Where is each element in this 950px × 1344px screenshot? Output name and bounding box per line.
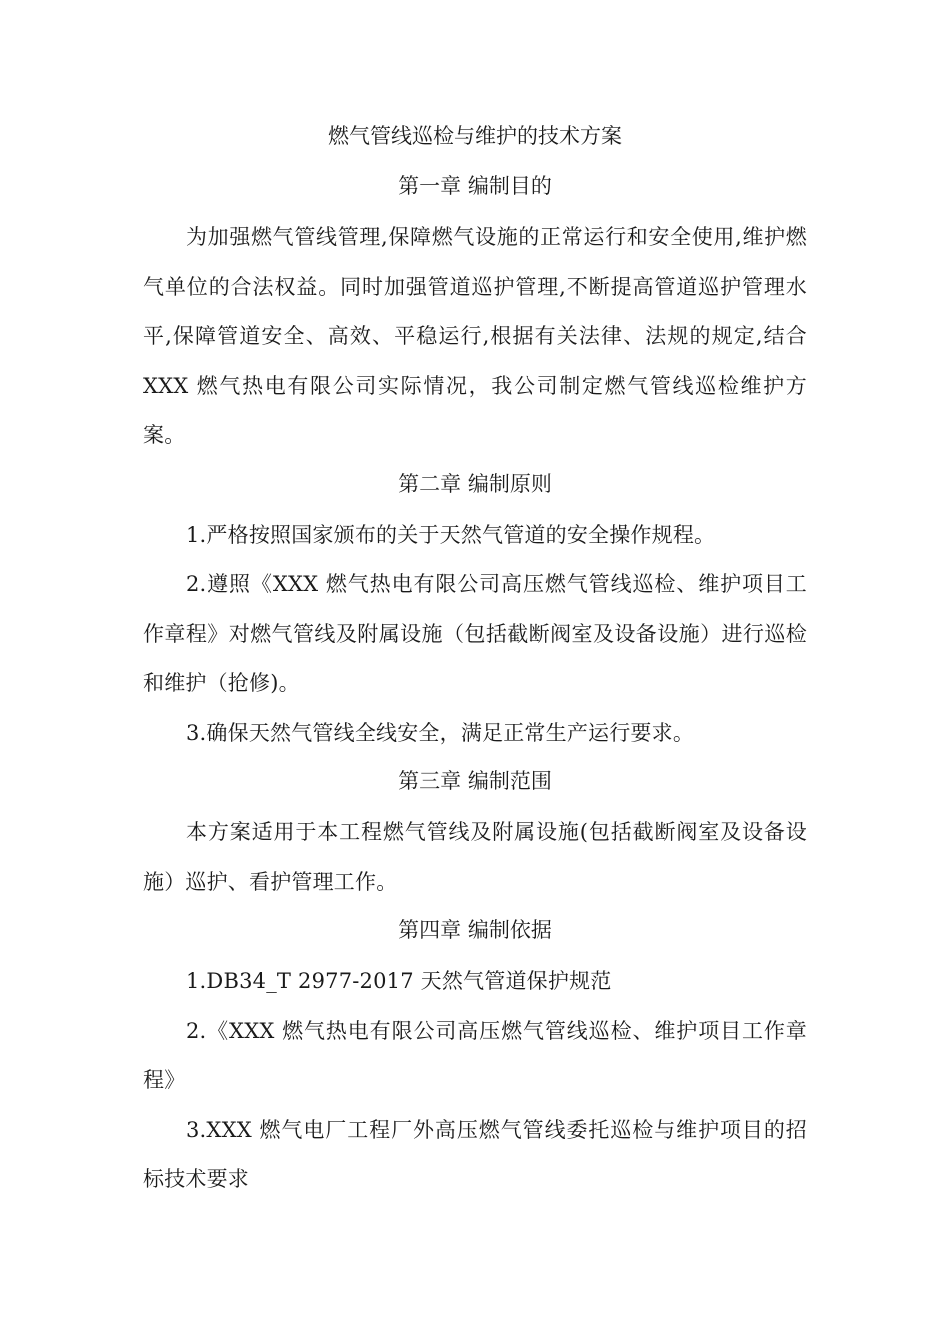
paragraph: 1.DB34_T 2977-2017 天然气管道保护规范	[186, 969, 612, 993]
paragraph: 本方案适用于本工程燃气管线及附属设施(包括截断阀室及设备设施）巡护、看护管理工作。	[143, 820, 807, 894]
chapter-heading: 第一章 编制目的	[398, 174, 552, 198]
paragraph: 3.XXX 燃气电厂工程厂外高压燃气管线委托巡检与维护项目的招标技术要求	[143, 1117, 807, 1191]
paragraph: 2.《XXX 燃气热电有限公司高压燃气管线巡检、维护项目工作章程》	[143, 1018, 807, 1092]
paragraph: 为加强燃气管线管理,保障燃气设施的正常运行和安全使用,维护燃气单位的合法权益。同时加强管道巡护管理,不断提高管道巡护管理水平,保障管道安全、高效、平稳运行,根据有关法律、法规的规定,结合 XXX 燃气热电有限公司实际情况，我公司制定燃气管线巡检维护方案。	[143, 225, 807, 447]
chapter-heading: 第三章 编制范围	[398, 769, 552, 793]
chapter-heading: 第四章 编制依据	[398, 918, 552, 942]
document-title: 燃气管线巡检与维护的技术方案	[328, 124, 622, 148]
document-body	[143, 113, 807, 1205]
paragraph: 2.遵照《XXX 燃气热电有限公司高压燃气管线巡检、维护项目工作章程》对燃气管线及附属设施（包括截断阀室及设备设施）进行巡检和维护（抢修)。	[143, 572, 807, 695]
chapter-heading: 第二章 编制原则	[398, 471, 552, 496]
paragraph: 1.严格按照国家颁布的关于天然气管道的安全操作规程。	[186, 522, 716, 547]
paragraph: 3.确保天然气管线全线安全，满足正常生产运行要求。	[186, 720, 695, 745]
